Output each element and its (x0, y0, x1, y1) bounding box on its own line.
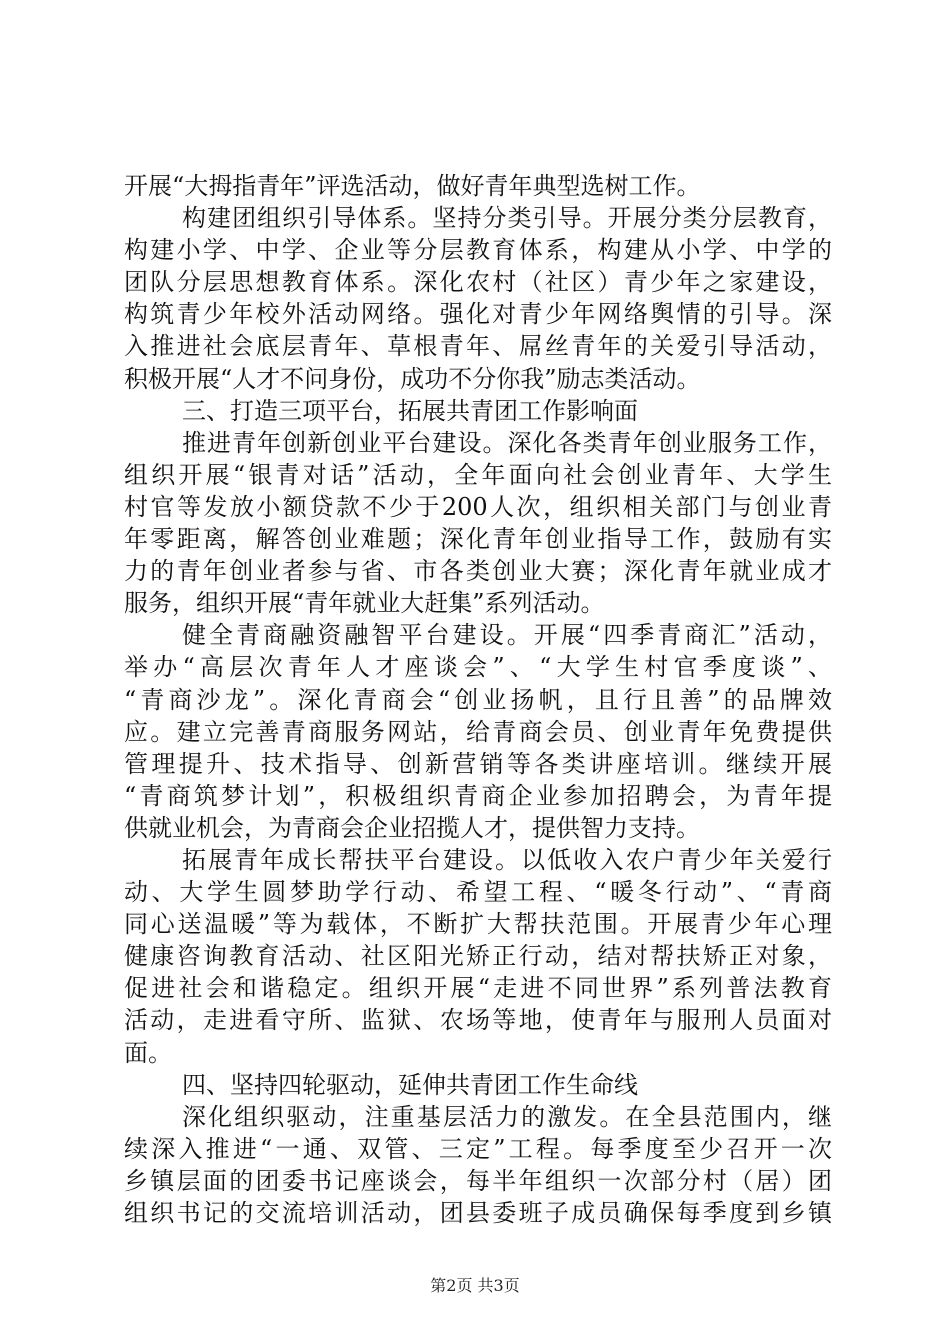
text-line: 力的青年创业者参与省、市各类创业大赛；深化青年就业成才 (124, 557, 832, 586)
text-line: 乡镇层面的团委书记座谈会，每半年组织一次部分村（居）团 (124, 1166, 832, 1195)
text-line: 村官等发放小额贷款不少于200人次，组织相关部门与创业青 (124, 492, 832, 521)
text-line: 举办“高层次青年人才座谈会”、“大学生村官季度谈”、 (124, 653, 832, 682)
text-line: 供就业机会，为青商会企业招揽人才，提供智力支持。 (124, 813, 700, 842)
page-footer: 第2页 共3页 (430, 1276, 520, 1295)
text-line: 四、坚持四轮驱动，延伸共青团工作生命线 (182, 1070, 638, 1099)
text-line: 年零距离，解答创业难题；深化青年创业指导工作，鼓励有实 (124, 525, 832, 554)
text-line: 构建小学、中学、企业等分层教育体系，构建从小学、中学的 (124, 236, 832, 265)
text-line: 拓展青年成长帮扶平台建设。以低收入农户青少年关爱行 (182, 845, 832, 874)
text-line: 积极开展“人才不问身份，成功不分你我”励志类活动。 (124, 364, 701, 393)
text-line: 推进青年创新创业平台建设。深化各类青年创业服务工作， (182, 428, 832, 457)
text-line: 管理提升、技术指导、创新营销等各类讲座培训。继续开展 (124, 749, 832, 778)
text-line: 三、打造三项平台，拓展共青团工作影响面 (182, 396, 638, 425)
text-line: 健康咨询教育活动、社区阳光矫正行动，结对帮扶矫正对象， (124, 942, 832, 971)
text-line: 续深入推进“一通、双管、三定”工程。每季度至少召开一次 (124, 1134, 832, 1163)
text-line: 组织开展“银青对话”活动，全年面向社会创业青年、大学生 (124, 460, 832, 489)
text-line: 同心送温暖”等为载体，不断扩大帮扶范围。开展青少年心理 (124, 910, 832, 939)
text-line: 活动，走进看守所、监狱、农场等地，使青年与服刑人员面对 (124, 1006, 832, 1035)
text-line: 构建团组织引导体系。坚持分类引导。开展分类分层教育， (182, 204, 832, 233)
text-line: 组织书记的交流培训活动，团县委班子成员确保每季度到乡镇 (124, 1199, 832, 1227)
text-line: 促进社会和谐稳定。组织开展“走进不同世界”系列普法教育 (124, 974, 832, 1003)
text-line: 开展“大拇指青年”评选活动，做好青年典型选树工作。 (124, 172, 701, 200)
text-line: 深化组织驱动，注重基层活力的激发。在全县范围内，继 (182, 1102, 832, 1131)
text-line: 面。 (124, 1038, 172, 1067)
text-line: “青商沙龙”。深化青商会“创业扬帆，且行且善”的品牌效 (124, 685, 832, 714)
text-line: 入推进社会底层青年、草根青年、屌丝青年的关爱引导活动， (124, 332, 832, 361)
body-text (124, 170, 832, 1229)
text-line: 健全青商融资融智平台建设。开展“四季青商汇”活动， (182, 621, 832, 650)
text-line: “青商筑梦计划”，积极组织青商企业参加招聘会，为青年提 (124, 781, 832, 810)
text-line: 团队分层思想教育体系。深化农村（社区）青少年之家建设， (124, 268, 832, 297)
text-line: 构筑青少年校外活动网络。强化对青少年网络舆情的引导。深 (124, 300, 832, 329)
text-line: 动、大学生圆梦助学行动、希望工程、“暖冬行动”、“青商 (124, 878, 832, 907)
text-line: 应。建立完善青商服务网站，给青商会员、创业青年免费提供 (124, 717, 832, 746)
text-line: 服务，组织开展“青年就业大赶集”系列活动。 (124, 589, 605, 618)
